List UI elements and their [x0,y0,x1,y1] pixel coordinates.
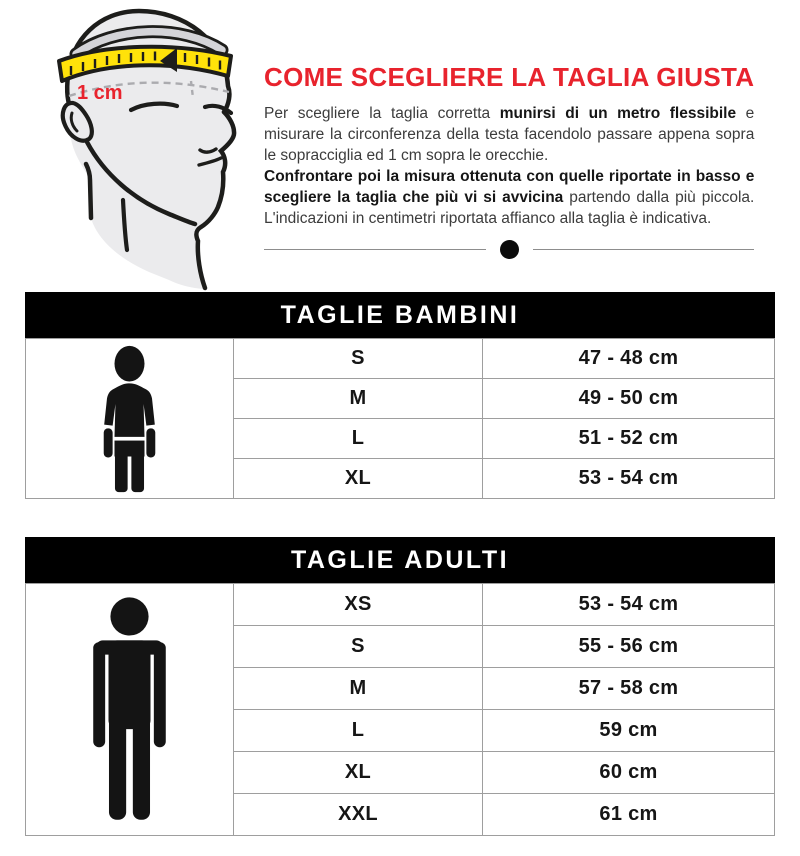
section-divider [264,240,754,259]
head-measurement-illustration [14,4,264,292]
size-cell: S [234,339,483,379]
measure-cell: 51 - 52 cm [483,419,775,459]
table-row [26,584,775,626]
size-cell: M [234,379,483,419]
page-title: COME SCEGLIERE LA TAGLIA GIUSTA [264,62,755,92]
size-cell: XXL [234,794,483,836]
adults-size-table [25,583,775,836]
measure-cell: 59 cm [483,710,775,752]
child-figure-icon [26,339,234,499]
adults-table-header: TAGLIE ADULTI [25,537,775,583]
size-tables-section [25,292,775,836]
measure-cell: 53 - 54 cm [483,584,775,626]
adults-size-table-block [25,537,775,836]
intro-paragraph-2: Confrontare poi la misura ottenuta con quelle riportate in basso e scegliere la taglia che più vi si avvicina partendo dalla più piccola. L'indicazioni in centimetri riportata affianco alla taglia è indicativa. [264,168,755,227]
measure-cell: 53 - 54 cm [483,459,775,499]
divider-dot-icon [500,240,519,259]
measure-cell: 57 - 58 cm [483,668,775,710]
size-cell: S [234,626,483,668]
measure-cell: 47 - 48 cm [483,339,775,379]
size-cell: M [234,668,483,710]
measure-cell: 49 - 50 cm [483,379,775,419]
measure-cell: 61 cm [483,794,775,836]
intro-paragraph-1: Per scegliere la taglia corretta munirsi di un metro flessibile e misurare la circonferenza della testa facendolo passare appena sopra le sopracciglia ed 1 cm sopra le orecchie. [264,105,755,164]
table-row [26,339,775,379]
divider-line-right [533,249,755,250]
adult-figure-icon [26,584,234,836]
measure-cell: 60 cm [483,752,775,794]
measure-cell: 55 - 56 cm [483,626,775,668]
divider-line-left [264,249,486,250]
children-size-table-block [25,292,775,499]
size-guide-intro-section [0,0,800,292]
size-cell: XL [234,459,483,499]
children-table-header: TAGLIE BAMBINI [25,292,775,338]
size-cell: L [234,419,483,459]
tape-label: 1 cm [77,82,123,104]
size-cell: L [234,710,483,752]
size-cell: XS [234,584,483,626]
size-cell: XL [234,752,483,794]
children-size-table [25,338,775,499]
head-illustration-wrap [14,4,264,292]
